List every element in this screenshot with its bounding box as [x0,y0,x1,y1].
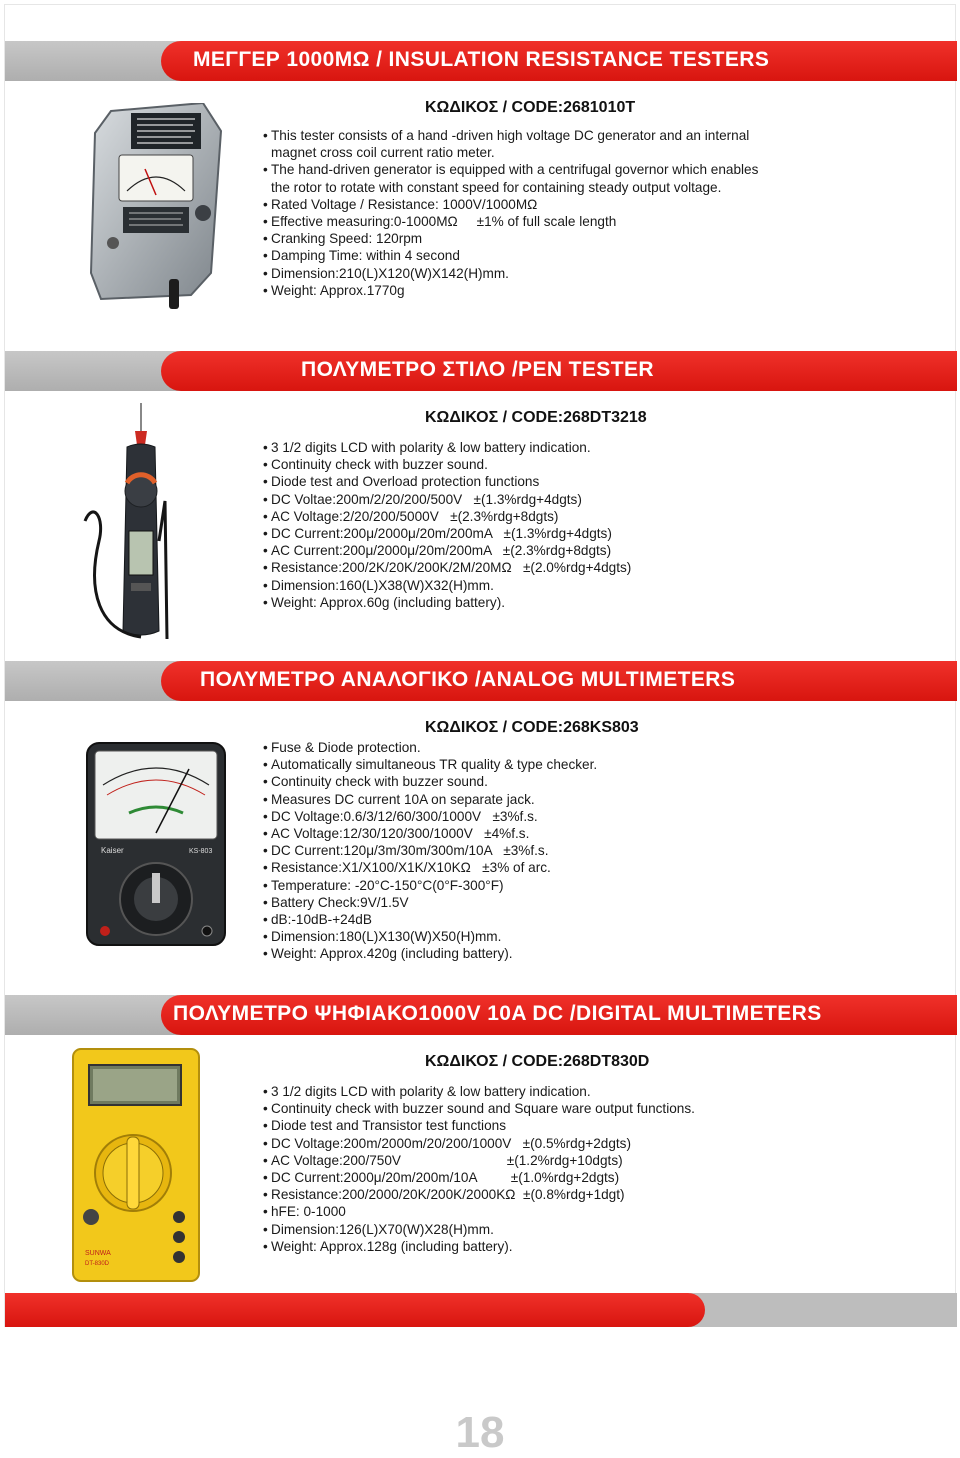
spec-item: • AC Current:200μ/2000μ/20m/200mA ±(2.3%rdg+8dgts) [263,542,943,559]
product-code: ΚΩΔΙΚΟΣ / CODE:2681010T [425,99,636,116]
section-analog-multimeter [5,661,957,981]
spec-item: • AC Voltage:2/20/200/5000V ±(2.3%rdg+8dgts) [263,508,943,525]
model-label: DT-830D [85,1261,110,1267]
spec-item: • AC Voltage:200/750V ±(1.2%rdg+10dgts) [263,1152,943,1169]
spec-item: • Dimension:160(L)X38(W)X32(H)mm. [263,577,943,594]
section-title: ΠΟΛΥΜΕΤΡΟ ΣΤΙΛΟ /PEN TESTER [301,358,654,381]
brand-label: SUNWA [85,1250,111,1257]
spec-item: • Rated Voltage / Resistance: 1000V/1000MΩ [263,196,943,213]
spec-item: • DC Current:2000μ/20m/200m/10A ±(1.0%rdg+2dgts) [263,1169,943,1186]
section-header-bar [5,661,957,705]
section-header-bar [5,995,957,1039]
spec-list [263,127,943,299]
spec-item: • Automatically simultaneous TR quality & type checker. [263,756,943,773]
section-header-bar [5,351,957,395]
spec-item: • Damping Time: within 4 second [263,247,943,264]
digital-multimeter-image [71,1047,201,1283]
spec-item: • Continuity check with buzzer sound. [263,773,943,790]
spec-list [263,739,943,963]
spec-item: • DC Voltage:200m/2000m/20/200/1000V ±(0.5%rdg+2dgts) [263,1135,943,1152]
spec-item: • Weight: Approx.128g (including battery). [263,1238,943,1255]
analog-multimeter-image [85,741,227,947]
spec-list [263,1083,943,1255]
spec-item: • Diode test and Overload protection functions [263,473,943,490]
spec-item: • DC Voltage:0.6/3/12/60/300/1000V ±3%f.s. [263,808,943,825]
section-header-bar [5,41,957,85]
spec-item: • Dimension:180(L)X130(W)X50(H)mm. [263,928,943,945]
spec-item: • Measures DC current 10A on separate jack. [263,791,943,808]
product-code: ΚΩΔΙΚΟΣ / CODE:268DT3218 [425,409,647,426]
brand-label: Kaiser [101,846,124,855]
spec-item: • DC Current:120μ/3m/30m/300m/10A ±3%f.s. [263,842,943,859]
spec-item: • Weight: Approx.420g (including battery). [263,945,943,962]
section-pen-tester [5,351,957,651]
section-title: ΠΟΛΥΜΕΤΡΟ ΑΝΑΛΟΓΙΚΟ /ANALOG MULTIMETERS [200,668,736,691]
spec-item: • 3 1/2 digits LCD with polarity & low battery indication. [263,1083,943,1100]
section-title: ΜΕΓΓΕΡ 1000ΜΩ / INSULATION RESISTANCE TESTERS [193,48,770,71]
spec-item: • Continuity check with buzzer sound and Square ware output functions. [263,1100,943,1117]
spec-item: • AC Voltage:12/30/120/300/1000V ±4%f.s. [263,825,943,842]
spec-item: • Weight: Approx.60g (including battery). [263,594,943,611]
spec-item: • Resistance:X1/X100/X1K/X10KΩ ±3% of arc. [263,859,943,876]
insulation-tester-image [83,103,233,315]
spec-item: • DC Voltae:200m/2/20/200/500V ±(1.3%rdg+4dgts) [263,491,943,508]
spec-item: • 3 1/2 digits LCD with polarity & low battery indication. [263,439,943,456]
spec-item: • Diode test and Transistor test functions [263,1117,943,1134]
spec-item: • Cranking Speed: 120rpm [263,230,943,247]
spec-list [263,439,943,611]
spec-item: • Resistance:200/2K/20K/200K/2M/20MΩ ±(2.0%rdg+4dgts) [263,559,943,576]
product-code: ΚΩΔΙΚΟΣ / CODE:268DT830D [425,1053,650,1070]
spec-item: • Battery Check:9V/1.5V [263,894,943,911]
spec-item: • Temperature: -20°C-150°C(0°F-300°F) [263,877,943,894]
section-title: ΠΟΛΥΜΕΤΡΟ ΨΗΦΙΑΚΟ1000V 10A DC /DIGITAL MULTIMETERS [173,1002,822,1025]
spec-item: • Fuse & Diode protection. [263,739,943,756]
spec-item: • dB:-10dB-+24dB [263,911,943,928]
spec-item: • Continuity check with buzzer sound. [263,456,943,473]
section-digital-multimeter [5,995,957,1289]
spec-item: • The hand-driven generator is equipped with a centrifugal governor which enables the rotor to rotate with constant speed for containing steady output voltage. [263,161,943,195]
spec-item: • Effective measuring:0-1000MΩ ±1% of full scale length [263,213,943,230]
page-number: 18 [455,1408,505,1457]
footer-bar [5,1293,957,1327]
spec-item: • Dimension:126(L)X70(W)X28(H)mm. [263,1221,943,1238]
catalog-page [4,4,956,1327]
spec-item: • hFE: 0-1000 [263,1203,943,1220]
model-label: KS-803 [189,848,213,855]
pen-tester-image [79,401,189,641]
product-code: ΚΩΔΙΚΟΣ / CODE:268KS803 [425,719,639,736]
spec-item: • Resistance:200/2000/20K/200K/2000KΩ ±(0.8%rdg+1dgt) [263,1186,943,1203]
spec-item: • This tester consists of a hand -driven high voltage DC generator and an internal magnet cross coil current ratio meter. [263,127,943,161]
spec-item: • Dimension:210(L)X120(W)X142(H)mm. [263,265,943,282]
spec-item: • DC Current:200μ/2000μ/20m/200mA ±(1.3%rdg+4dgts) [263,525,943,542]
section-insulation-tester [5,41,957,341]
spec-item: • Weight: Approx.1770g [263,282,943,299]
